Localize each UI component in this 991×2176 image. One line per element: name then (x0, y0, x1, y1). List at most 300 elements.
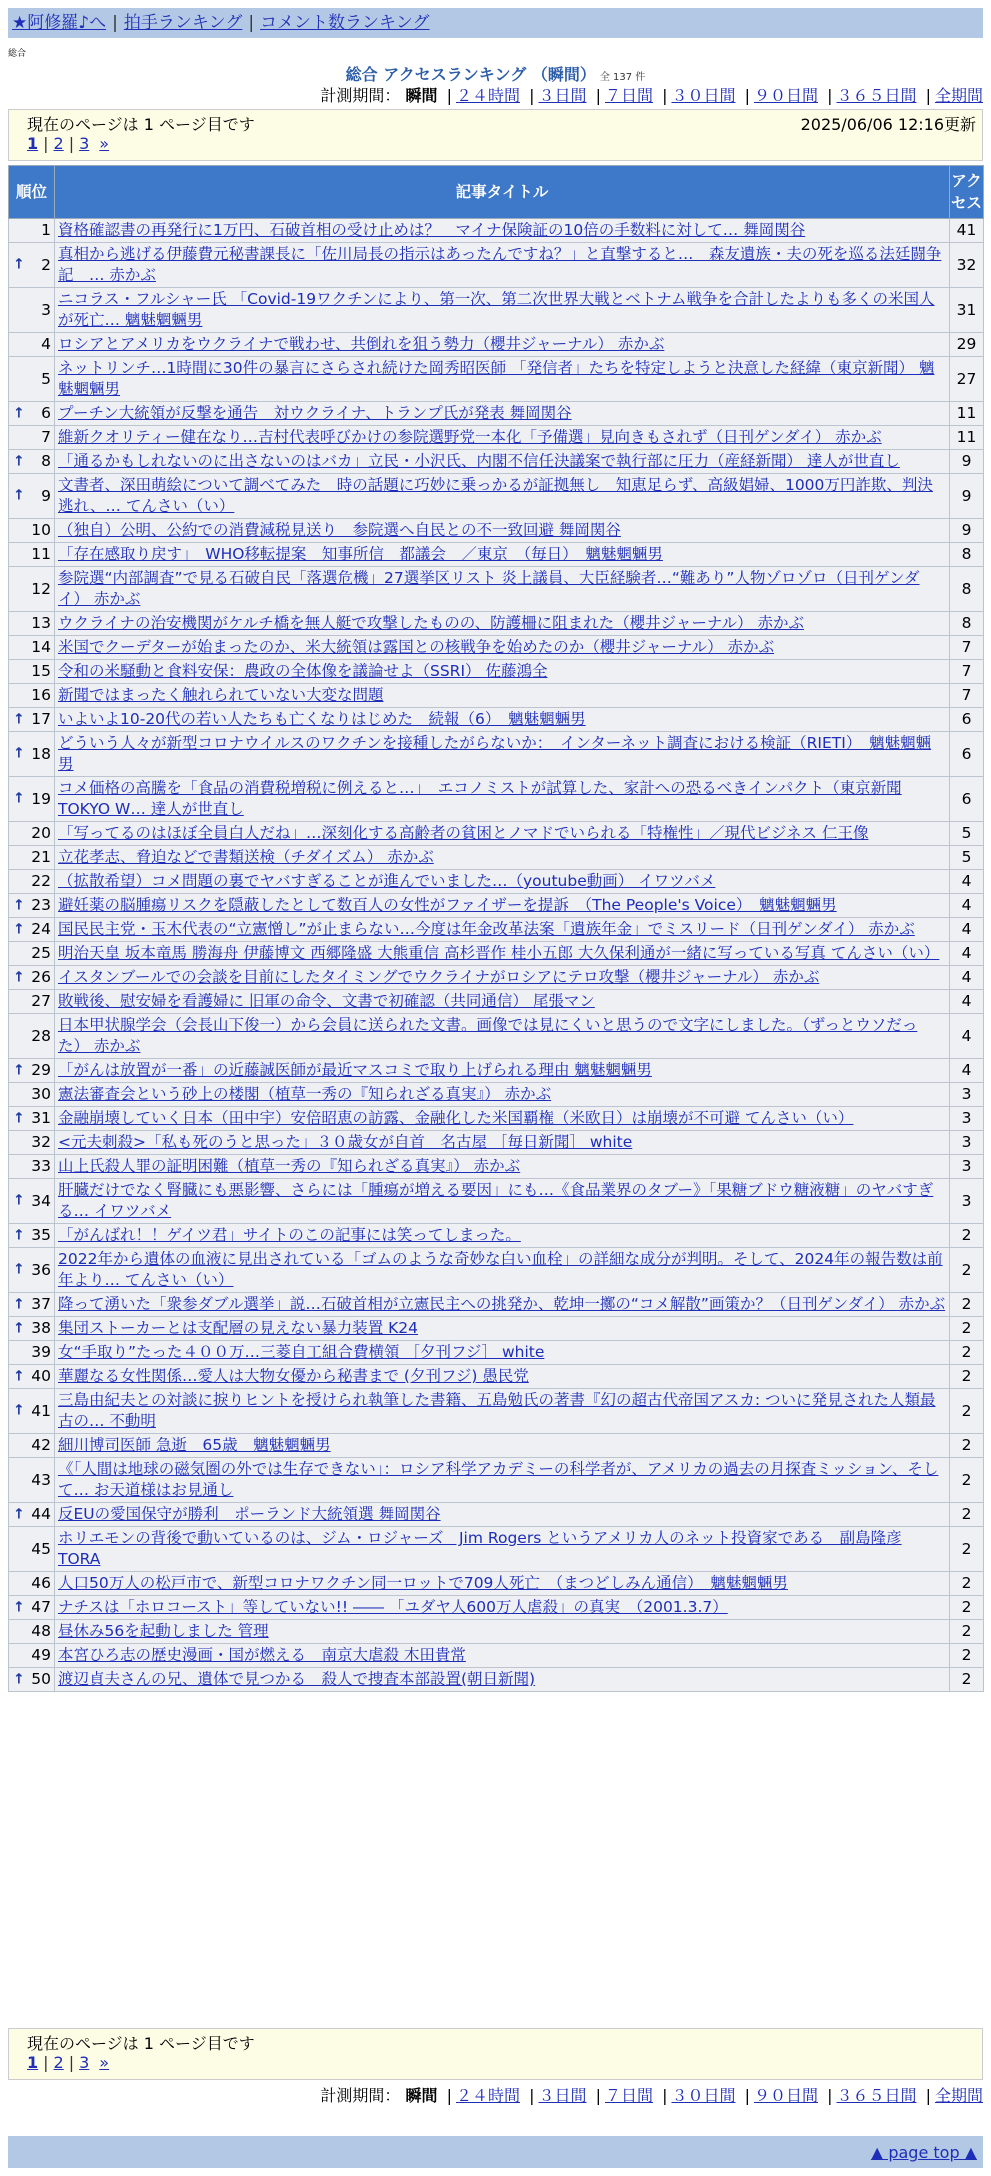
article-link[interactable]: 避妊薬の脳腫瘍リスクを隠蔽したとして数百人の女性がファイザーを提訴 （The People's Voice） 魑魅魍魎男 (58, 896, 837, 914)
access-count: 8 (950, 612, 984, 636)
title-cell (55, 426, 950, 450)
access-count: 27 (950, 357, 984, 402)
rank-number: 5 (41, 369, 51, 388)
article-link[interactable]: 集団ストーカーとは支配層の見えない暴力装置 K24 (58, 1319, 419, 1337)
nav-link-clap-ranking[interactable]: 拍手ランキング (123, 13, 243, 33)
article-link[interactable]: 肝臓だけでなく腎臓にも悪影響、さらには「腫瘍が増える要因」にも…《食品業界のタブー》「果糖ブドウ糖液糖」のヤバすぎる… イワツバメ (58, 1181, 934, 1220)
title-cell (55, 870, 950, 894)
article-link[interactable]: ロシアとアメリカをウクライナで戦わせ、共倒れを狙う勢力（櫻井ジャーナル） 赤かぶ (58, 335, 665, 353)
rank-cell (9, 846, 55, 870)
title-cell (55, 732, 950, 777)
rank-up-arrow-icon: ↑ (13, 1062, 25, 1078)
title-cell (55, 1083, 950, 1107)
table-row (9, 822, 984, 846)
access-count: 3 (950, 1083, 984, 1107)
access-count: 2 (950, 1248, 984, 1293)
article-link[interactable]: ウクライナの治安機関がケルチ橋を無人艇で攻撃したものの、防護柵に阻まれた（櫻井ジャーナル） 赤かぶ (58, 614, 804, 632)
rank-number: 6 (41, 404, 51, 422)
article-link[interactable]: 維新クオリティー健在なり…吉村代表呼びかけの参院選野党一本化「予備選」見向きもされず（日刊ゲンダイ） 赤かぶ (58, 428, 882, 446)
rank-cell (9, 474, 55, 519)
title-cell (55, 1341, 950, 1365)
access-count: 4 (950, 990, 984, 1014)
rank-cell (9, 942, 55, 966)
rank-cell (9, 990, 55, 1014)
table-row (9, 918, 984, 942)
access-count: 2 (950, 1458, 984, 1503)
rank-cell (9, 822, 55, 846)
rank-number: 48 (31, 1622, 51, 1640)
access-count: 32 (950, 243, 984, 288)
rank-up-arrow-icon: ↑ (13, 453, 25, 469)
rank-number: 10 (31, 521, 51, 539)
table-row (9, 684, 984, 708)
article-link[interactable]: 敗戦後、慰安婦を看護婦に 旧軍の命令、文書で初確認（共同通信） 尾張マン (58, 992, 595, 1010)
title-cell (55, 1458, 950, 1503)
access-count: 4 (950, 918, 984, 942)
table-row (9, 1365, 984, 1389)
period-link-3d[interactable]: ３日間 (538, 86, 587, 105)
article-link[interactable]: 米国でクーデターが始まったのか、米大統領は露国との核戦争を始めたのか（櫻井ジャーナル） 赤かぶ (58, 638, 775, 656)
table-row (9, 660, 984, 684)
rank-cell (9, 612, 55, 636)
article-link[interactable]: 真相から逃げる伊藤費元秘書課長に「佐川局長の指示はあったんですね？」と直撃すると… 森友遺族・夫の死を巡る法廷闘争記 … 赤かぶ (58, 245, 942, 284)
title-cell (55, 1644, 950, 1668)
rank-cell (9, 732, 55, 777)
rank-cell (9, 1596, 55, 1620)
page-top-link[interactable]: ▲ page top ▲ (870, 2143, 977, 2162)
title-cell (55, 1389, 950, 1434)
table-row (9, 288, 984, 333)
access-count: 5 (950, 822, 984, 846)
table-row (9, 426, 984, 450)
article-link[interactable]: （独自）公明、公約での消費減税見送り 参院選へ自民との不一致回避 舞岡関谷 (58, 521, 621, 539)
title-cell (55, 942, 950, 966)
table-row (9, 1179, 984, 1224)
access-count: 6 (950, 777, 984, 822)
table-row (9, 1341, 984, 1365)
rank-cell (9, 1527, 55, 1572)
article-link[interactable]: 令和の米騒動と食料安保：農政の全体像を議論せよ（SSRI） 佐藤鴻全 (58, 662, 548, 680)
title-cell (55, 1503, 950, 1527)
access-count: 9 (950, 450, 984, 474)
access-count: 2 (950, 1317, 984, 1341)
access-count: 3 (950, 1179, 984, 1224)
rank-cell (9, 426, 55, 450)
article-link[interactable]: ナチスは「ホロコースト」等していない!! ―― 「ユダヤ人600万人虐殺」の真実 （2001.3.7） (58, 1598, 728, 1616)
rank-number: 35 (31, 1226, 51, 1244)
title-cell (55, 1224, 950, 1248)
rank-number: 27 (31, 992, 51, 1010)
table-row (9, 1668, 984, 1692)
table-row (9, 1620, 984, 1644)
rank-number: 41 (31, 1401, 51, 1420)
access-count: 9 (950, 474, 984, 519)
rank-number: 11 (31, 545, 51, 563)
table-row (9, 567, 984, 612)
period-link-7d[interactable]: ７日間 (604, 86, 653, 105)
period-selector-top: 計測期間： 瞬間 | ２４時間 | ３日間 | ７日間 | ３０日間 | ９０日間 | ３６５日間 | 全期間 (320, 86, 983, 105)
article-link[interactable]: 反EUの愛国保守が勝利 ポーランド大統領選 舞岡関谷 (58, 1505, 441, 1523)
access-count: 6 (950, 708, 984, 732)
title-cell (55, 1572, 950, 1596)
page-link-next[interactable]: » (99, 2053, 110, 2072)
table-row (9, 519, 984, 543)
rank-cell (9, 357, 55, 402)
table-row (9, 402, 984, 426)
rank-number: 3 (41, 300, 51, 319)
page-link-3[interactable]: 3 (79, 2053, 90, 2072)
rank-cell (9, 450, 55, 474)
rank-cell (9, 684, 55, 708)
ranking-table (8, 165, 984, 1692)
title-cell (55, 1179, 950, 1224)
access-count: 2 (950, 1365, 984, 1389)
article-link[interactable]: 資格確認書の再発行に1万円、石破首相の受け止めは？ マイナ保険証の10倍の手数料に対して… 舞岡関谷 (58, 221, 806, 239)
nav-link-comment-ranking[interactable]: コメント数ランキング (260, 13, 430, 33)
title-cell (55, 918, 950, 942)
article-link[interactable]: 女“手取り”たった４００万…三菱自工組合費横領 ［夕刊フジ］ white (58, 1343, 545, 1361)
column-header-rank: 順位 (9, 166, 55, 219)
article-link[interactable]: 2022年から遺体の血液に見出されている「ゴムのような奇妙な白い血栓」の詳細な成分が判明。そして、2024年の報告数は前年より… てんさい（い） (58, 1250, 943, 1289)
table-row (9, 1131, 984, 1155)
access-count: 6 (950, 732, 984, 777)
table-row (9, 1083, 984, 1107)
period-link-24h[interactable]: ２４時間 (455, 86, 520, 105)
access-count: 3 (950, 1107, 984, 1131)
article-link[interactable]: 《「人間は地球の磁気圏の外では生存できない」：ロシア科学アカデミーの科学者が、アメリカの過去の月探査ミッション、そして… お天道様はお見通し (58, 1460, 939, 1499)
title-cell (55, 612, 950, 636)
page-link-2[interactable]: 2 (53, 134, 64, 153)
rank-cell (9, 1365, 55, 1389)
title-cell (55, 519, 950, 543)
period-link-all[interactable]: 全期間 (934, 86, 983, 105)
rank-cell (9, 543, 55, 567)
rank-cell (9, 402, 55, 426)
access-count: 4 (950, 966, 984, 990)
rank-cell (9, 660, 55, 684)
rank-cell (9, 1293, 55, 1317)
rank-number: 18 (31, 744, 51, 763)
access-count: 11 (950, 426, 984, 450)
article-link[interactable]: 日本甲状腺学会（会長山下俊一）から会員に送られた文書。画像では見にくいと思うので文字にしました。（ずっとウソだった） 赤かぶ (58, 1016, 918, 1055)
title-cell (55, 1596, 950, 1620)
page-link-1[interactable]: 1 (27, 2053, 39, 2072)
article-link[interactable]: 参院選“内部調査”で見る石破自民「落選危機」27選挙区リスト 炎上議員、大臣経験者…“難あり”人物ゾロゾロ（日刊ゲンダイ） 赤かぶ (58, 569, 920, 608)
article-link[interactable]: 「がんは放置が一番」の近藤誠医師が最近マスコミで取り上げられる理由 魑魅魍魎男 (58, 1061, 652, 1079)
total-count: 全 137 件 (599, 72, 646, 83)
rank-number: 8 (41, 452, 51, 470)
rank-cell (9, 288, 55, 333)
access-count: 2 (950, 1644, 984, 1668)
rank-cell (9, 870, 55, 894)
title-cell (55, 243, 950, 288)
table-row (9, 732, 984, 777)
article-link[interactable]: 新聞ではまったく触れられていない大変な問題 (58, 686, 384, 704)
rank-up-arrow-icon: ↑ (13, 1402, 25, 1419)
rank-up-arrow-icon: ↑ (13, 1599, 25, 1615)
rank-number: 38 (31, 1319, 51, 1337)
article-link[interactable]: ホリエモンの背後で動いているのは、ジム・ロジャーズ Jim Rogers というアメリカ人のネット投資家である 副島隆彦 TORA (58, 1529, 902, 1568)
page-title (0, 62, 991, 85)
access-count: 7 (950, 660, 984, 684)
current-page-text: 現在のページは 1 ページ目です (27, 2034, 255, 2053)
article-link[interactable]: いよいよ10-20代の若い人たちも亡くなりはじめた 続報（6） 魑魅魍魎男 (58, 710, 586, 728)
rank-cell (9, 1083, 55, 1107)
table-row (9, 894, 984, 918)
column-header-title: 記事タイトル (55, 166, 950, 219)
title-cell (55, 777, 950, 822)
page-info-bottom (8, 2028, 983, 2080)
rank-number: 32 (31, 1133, 51, 1151)
rank-number: 15 (31, 662, 51, 680)
access-count: 29 (950, 333, 984, 357)
table-row (9, 1059, 984, 1083)
table-row (9, 708, 984, 732)
table-row (9, 1155, 984, 1179)
access-count: 2 (950, 1434, 984, 1458)
article-link[interactable]: イスタンブールでの会談を目前にしたタイミングでウクライナがロシアにテロ攻撃（櫻井ジャーナル） 赤かぶ (58, 968, 820, 986)
table-row (9, 357, 984, 402)
title-cell (55, 1293, 950, 1317)
table-row (9, 1503, 984, 1527)
title-cell (55, 567, 950, 612)
rank-number: 49 (31, 1646, 51, 1664)
rank-up-arrow-icon: ↑ (13, 1261, 25, 1278)
period-link-30d[interactable]: ３０日間 (671, 2086, 736, 2105)
article-link[interactable]: 三島由紀夫との対談に捩りヒントを授けられ執筆した書籍、五島勉氏の著書『幻の超古代帝国アスカ: ついに発見された人類最古の… 不動明 (58, 1391, 936, 1430)
table-row (9, 1248, 984, 1293)
rank-cell (9, 1434, 55, 1458)
title-cell (55, 822, 950, 846)
rank-number: 4 (41, 335, 51, 353)
article-link[interactable]: どういう人々が新型コロナウイルスのワクチンを接種したがらないか： インターネット調査における検証（RIETI） 魑魅魍魎男 (58, 734, 932, 773)
article-link[interactable]: 国民民主党・玉木代表の“立憲憎し”が止まらない…今度は年金改革法案「遺族年金」でミスリード（日刊ゲンダイ） 赤かぶ (58, 920, 915, 938)
rank-number: 33 (31, 1157, 51, 1175)
period-link-7d[interactable]: ７日間 (604, 2086, 653, 2105)
access-count: 2 (950, 1668, 984, 1692)
rank-number: 2 (41, 255, 51, 274)
rank-up-arrow-icon: ↑ (13, 1110, 25, 1126)
rank-number: 1 (41, 221, 51, 239)
title-cell (55, 1365, 950, 1389)
table-row (9, 243, 984, 288)
rank-cell (9, 1224, 55, 1248)
rank-cell (9, 1179, 55, 1224)
table-row (9, 1014, 984, 1059)
title-cell (55, 846, 950, 870)
period-link-90d[interactable]: ９０日間 (753, 86, 818, 105)
title-cell (55, 660, 950, 684)
article-link[interactable]: 「写ってるのはほぼ全員白人だね」…深刻化する高齢者の貧困とノマドでいられる「特権性」／現代ビジネス 仁王像 (58, 824, 869, 842)
title-cell (55, 894, 950, 918)
rank-cell (9, 1014, 55, 1059)
top-navigation: ★阿修羅♪へ | 拍手ランキング | コメント数ランキング (8, 8, 983, 38)
table-row (9, 1224, 984, 1248)
table-row (9, 612, 984, 636)
article-link[interactable]: 立花孝志、脅迫などで書類送検（チダイズム） 赤かぶ (58, 848, 434, 866)
title-cell (55, 1527, 950, 1572)
rank-number: 28 (31, 1026, 51, 1045)
rank-number: 16 (31, 686, 51, 704)
rank-number: 24 (31, 920, 51, 938)
page-title-text: 総合 アクセスランキング （瞬間） (345, 65, 596, 84)
rank-cell (9, 1107, 55, 1131)
rank-up-arrow-icon: ↑ (13, 487, 25, 504)
article-link[interactable]: 降って湧いた「衆参ダブル選挙」説…石破首相が立憲民主への挑発か、乾坤一擲の“コメ解散”画策か？（日刊ゲンダイ） 赤かぶ (58, 1295, 946, 1313)
table-row (9, 1317, 984, 1341)
table-row (9, 219, 984, 243)
rank-number: 39 (31, 1343, 51, 1361)
table-row (9, 333, 984, 357)
table-row (9, 846, 984, 870)
article-link[interactable]: 「存在感取り戻す」 WHO移転提案 知事所信 都議会 ／東京 （毎日） 魑魅魍魎男 (58, 545, 663, 563)
period-link-90d[interactable]: ９０日間 (753, 2086, 818, 2105)
period-link-all[interactable]: 全期間 (934, 2086, 983, 2105)
title-cell (55, 357, 950, 402)
current-page-text: 現在のページは 1 ページ目です (27, 115, 255, 134)
table-row (9, 1644, 984, 1668)
rank-up-arrow-icon: ↑ (13, 969, 25, 985)
article-link[interactable]: 華麗なる女性関係…愛人は大物女優から秘書まで (夕刊フジ) 愚民党 (58, 1367, 529, 1385)
article-link[interactable]: 明治天皇 坂本竜馬 勝海舟 伊藤博文 西郷隆盛 大熊重信 高杉晋作 桂小五郎 大久保利通が一緒に写っている写真 てんさい（い） (58, 944, 940, 962)
period-link-365d[interactable]: ３６５日間 (836, 2086, 917, 2105)
article-link[interactable]: 細川博司医師 急逝 65歳 魑魅魍魎男 (58, 1436, 331, 1454)
page-link-2[interactable]: 2 (53, 2053, 64, 2072)
nav-link-home[interactable]: ★阿修羅♪へ (12, 13, 107, 33)
rank-cell (9, 894, 55, 918)
rank-cell (9, 1059, 55, 1083)
rank-number: 22 (31, 872, 51, 890)
article-link[interactable]: 文書者、深田萌絵について調べてみた 時の話題に巧妙に乗っかるが証拠無し 知恵足らず、高級娼婦、1000万円詐欺、判決逃れ、… てんさい（い） (58, 476, 933, 515)
access-count: 31 (950, 288, 984, 333)
period-link-24h[interactable]: ２４時間 (455, 2086, 520, 2105)
article-link[interactable]: コメ価格の高騰を「食品の消費税増税に例えると…」 エコノミストが試算した、家計への恐るべきインパクト（東京新聞 TOKYO W… 達人が世直し (58, 779, 902, 818)
article-link[interactable]: 渡辺貞夫さんの兄、遺体で見つかる 殺人で捜査本部設置(朝日新聞) (58, 1670, 536, 1688)
access-count: 7 (950, 684, 984, 708)
period-label: 計測期間： (320, 2086, 401, 2105)
rank-cell (9, 1620, 55, 1644)
article-link[interactable]: 昼休み56を起動しました 管理 (58, 1622, 269, 1640)
table-row (9, 1434, 984, 1458)
access-count: 7 (950, 636, 984, 660)
rank-cell (9, 777, 55, 822)
period-link-365d[interactable]: ３６５日間 (836, 86, 917, 105)
title-cell (55, 402, 950, 426)
page-link-next[interactable]: » (99, 134, 110, 153)
rank-number: 23 (31, 896, 51, 914)
rank-cell (9, 1458, 55, 1503)
rank-up-arrow-icon: ↑ (13, 1506, 25, 1522)
access-count: 3 (950, 1131, 984, 1155)
period-link-30d[interactable]: ３０日間 (671, 86, 736, 105)
article-link[interactable]: ニコラス・フルシャー氏 「Covid-19ワクチンにより、第一次、第二次世界大戦とベトナム戦争を合計したよりも多くの米国人が死亡… 魑魅魍魎男 (58, 290, 935, 329)
column-header-access: アクセス (950, 166, 984, 219)
rank-up-arrow-icon: ↑ (13, 1320, 25, 1336)
table-row (9, 543, 984, 567)
table-row (9, 450, 984, 474)
access-count: 4 (950, 870, 984, 894)
rank-number: 42 (31, 1436, 51, 1454)
rank-cell (9, 918, 55, 942)
article-link[interactable]: 「がんばれ！！ゲイツ君」サイトのこの記事には笑ってしまった。 (58, 1226, 521, 1244)
title-cell (55, 1248, 950, 1293)
rank-number: 30 (31, 1085, 51, 1103)
period-link-3d[interactable]: ３日間 (538, 2086, 587, 2105)
rank-cell (9, 708, 55, 732)
rank-number: 26 (31, 968, 51, 986)
rank-cell (9, 1155, 55, 1179)
title-cell (55, 450, 950, 474)
access-count: 2 (950, 1572, 984, 1596)
period-current: 瞬間 (405, 86, 438, 105)
title-cell (55, 1668, 950, 1692)
category-label: 総合 (8, 49, 27, 59)
title-cell (55, 543, 950, 567)
rank-up-arrow-icon: ↑ (13, 897, 25, 913)
article-link[interactable]: 本宮ひろ志の歴史漫画・国が燃える 南京大虐殺 木田貴常 (58, 1646, 466, 1664)
access-count: 9 (950, 519, 984, 543)
article-link[interactable]: 金融崩壊していく日本（田中宇）安倍昭恵の訪露、金融化した米国覇権（米欧日）は崩壊が不可避 てんさい（い） (58, 1109, 854, 1127)
rank-up-arrow-icon: ↑ (13, 1671, 25, 1687)
access-count: 8 (950, 567, 984, 612)
article-link[interactable]: 山上氏殺人罪の証明困難（植草一秀の『知られざる真実』） 赤かぶ (58, 1157, 521, 1175)
title-cell (55, 1014, 950, 1059)
rank-up-arrow-icon: ↑ (13, 1192, 25, 1209)
article-link[interactable]: ネットリンチ…1時間に30件の暴言にさらされ続けた岡秀昭医師 「発信者」たちを特定しようと決意した経緯（東京新聞） 魑魅魍魎男 (58, 359, 935, 398)
article-link[interactable]: 人口50万人の松戸市で、新型コロナワクチン同一ロットで709人死亡 （まつどしみん通信） 魑魅魍魎男 (58, 1574, 788, 1592)
article-link[interactable]: プーチン大統領が反撃を通告 対ウクライナ、トランプ氏が発表 舞岡関谷 (58, 404, 572, 422)
access-count: 2 (950, 1527, 984, 1572)
title-cell (55, 1434, 950, 1458)
rank-number: 21 (31, 848, 51, 866)
page-link-3[interactable]: 3 (79, 134, 90, 153)
access-count: 4 (950, 1059, 984, 1083)
article-link[interactable]: （拡散希望）コメ問題の裏でヤバすぎることが進んでいました…（youtube動画） イワツバメ (58, 872, 716, 890)
pagination-bottom: 1 | 2 | 3 » (27, 2053, 110, 2072)
access-count: 4 (950, 894, 984, 918)
rank-cell (9, 1248, 55, 1293)
title-cell (55, 1620, 950, 1644)
title-cell (55, 990, 950, 1014)
table-row (9, 474, 984, 519)
table-header-row (9, 166, 984, 219)
access-count: 2 (950, 1620, 984, 1644)
page-link-1[interactable]: 1 (27, 134, 39, 153)
table-row (9, 1527, 984, 1572)
access-count: 8 (950, 543, 984, 567)
title-cell (55, 708, 950, 732)
rank-number: 34 (31, 1191, 51, 1210)
table-row (9, 1107, 984, 1131)
rank-number: 25 (31, 944, 51, 962)
rank-number: 14 (31, 638, 51, 656)
rank-cell (9, 333, 55, 357)
title-cell (55, 636, 950, 660)
article-link[interactable]: <元夫刺殺>「私も死のうと思った」３０歳女が自首 名古屋 ［毎日新聞］ white (58, 1133, 633, 1151)
article-link[interactable]: 「通るかもしれないのに出さないのはバカ」立民・小沢氏、内閣不信任決議案で執行部に圧力（産経新聞） 達人が世直し (58, 452, 900, 470)
table-row (9, 1572, 984, 1596)
rank-cell (9, 966, 55, 990)
table-row (9, 1596, 984, 1620)
table-row (9, 942, 984, 966)
access-count: 2 (950, 1293, 984, 1317)
access-count: 3 (950, 1155, 984, 1179)
period-label: 計測期間： (320, 86, 401, 105)
access-count: 4 (950, 1014, 984, 1059)
period-selector-bottom: 計測期間： 瞬間 | ２４時間 | ３日間 | ７日間 | ３０日間 | ９０日間 | ３６５日間 | 全期間 (320, 2086, 983, 2105)
article-link[interactable]: 憲法審査会という砂上の楼閣（植草一秀の『知られざる真実』） 赤かぶ (58, 1085, 552, 1103)
table-row (9, 990, 984, 1014)
